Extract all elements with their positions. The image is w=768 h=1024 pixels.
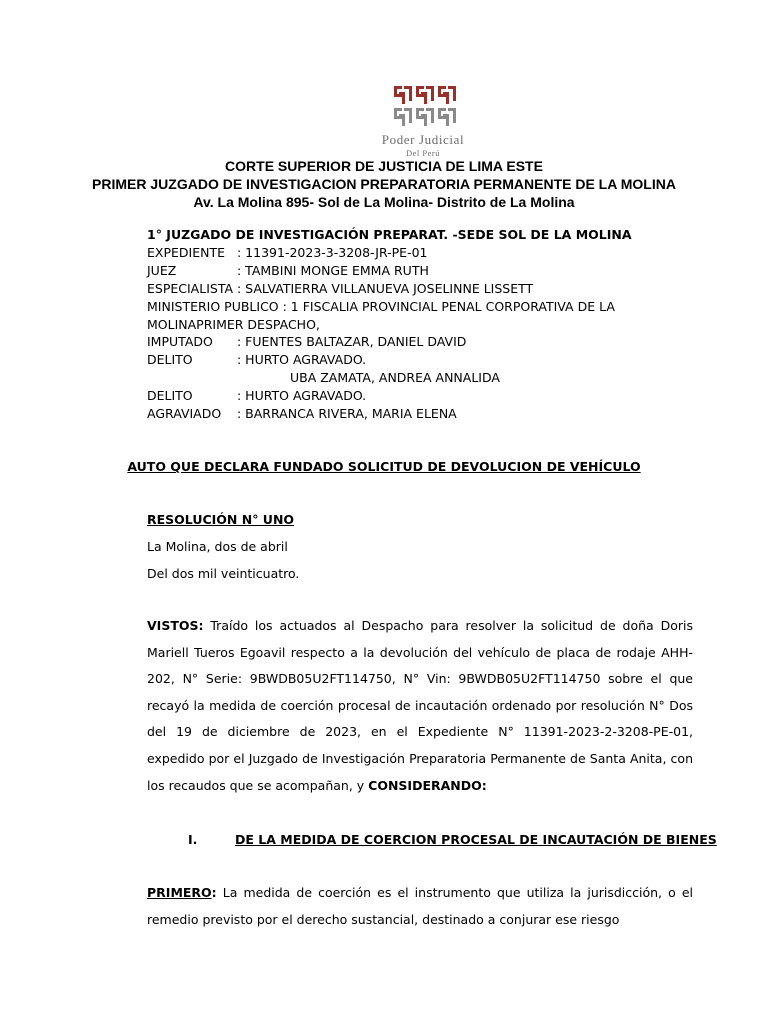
poder-judicial-emblem-icon: [364, 82, 482, 130]
court-address: Av. La Molina 895- Sol de La Molina- Distrito de La Molina: [193, 194, 575, 210]
vistos-label: VISTOS:: [147, 618, 204, 633]
delito-2-value: : HURTO AGRAVADO.: [237, 388, 367, 403]
resolution-year: Del dos mil veinticuatro.: [147, 566, 300, 581]
expediente-value: : 11391-2023-3-3208-JR-PE-01: [237, 245, 428, 260]
especialista-label: ESPECIALISTA: [147, 281, 234, 296]
imputado-2-value: UBA ZAMATA, ANDREA ANNALIDA: [290, 370, 500, 385]
resolution-number: RESOLUCIÓN N° UNO: [147, 512, 295, 527]
emblem-block-6: [438, 108, 456, 126]
poder-judicial-logo: [364, 82, 482, 162]
emblem-block-1: [394, 86, 412, 104]
logo-subtitle: Del Perú: [406, 148, 440, 158]
imputado-label: IMPUTADO: [147, 334, 213, 349]
juez-value: : TAMBINI MONGE EMMA RUTH: [237, 263, 429, 278]
expediente-label: EXPEDIENTE: [147, 245, 225, 260]
resolution-place-date: La Molina, dos de abril: [147, 539, 288, 554]
juez-label: JUEZ: [147, 263, 177, 278]
emblem-block-4: [394, 108, 412, 126]
section-number: I.: [188, 832, 198, 847]
section-title: DE LA MEDIDA DE COERCION PROCESAL DE INCAUTACIÓN DE BIENES: [235, 832, 717, 847]
agraviado-label: AGRAVIADO: [147, 406, 222, 421]
agraviado-value: : BARRANCA RIVERA, MARIA ELENA: [237, 406, 457, 421]
court-department: PRIMER JUZGADO DE INVESTIGACION PREPARATORIA PERMANENTE DE LA MOLINA: [92, 176, 676, 192]
vistos-text: Traído los actuados al Despacho para resolver la solicitud de doña Doris Mariell Tueros Egoavil respecto a la devolución del vehículo de placa de rodaje AHH-202, N° Serie: 9BWDB05U2FT114750, N° Vin: 9BWDB05U2FT114750 sobre el que recayó la medida de coerción procesal de incautación ordenado por resolución N° Dos del 19 de diciembre de 2023, en el Expediente N° 11391-2023-2-3208-PE-01, expedido por el Juzgado de Investigación Preparatoria Permanente de Santa Anita, con los recaudos que se acompañan, y: [147, 618, 693, 793]
delito-value: : HURTO AGRAVADO.: [237, 352, 367, 367]
vistos-paragraph: [147, 613, 693, 799]
primero-label: PRIMERO: [147, 885, 212, 900]
primero-text: La medida de coerción es el instrumento que utiliza la jurisdicción, o el remedio previsto por el derecho sustancial, destinado a conjurar ese riesgo: [147, 885, 693, 927]
logo-wordmark: Poder Judicial: [381, 132, 465, 147]
court-line: 1° JUZGADO DE INVESTIGACIÓN PREPARAT. -SEDE SOL DE LA MOLINA: [147, 227, 632, 242]
imputado-value: : FUENTES BALTAZAR, DANIEL DAVID: [237, 334, 467, 349]
especialista-value: : SALVATIERRA VILLANUEVA JOSELINNE LISSETT: [237, 281, 534, 296]
emblem-block-2: [416, 86, 434, 104]
ministerio-publico-line-2: MOLINAPRIMER DESPACHO,: [147, 317, 320, 332]
document-title: AUTO QUE DECLARA FUNDADO SOLICITUD DE DEVOLUCION DE VEHÍCULO: [127, 459, 641, 474]
ministerio-publico-line-1: MINISTERIO PUBLICO : 1 FISCALIA PROVINCIAL PENAL CORPORATIVA DE LA: [147, 299, 615, 314]
emblem-block-3: [438, 86, 456, 104]
court-name: CORTE SUPERIOR DE JUSTICIA DE LIMA ESTE: [225, 158, 543, 174]
primero-paragraph: [147, 880, 693, 933]
delito-2-label: DELITO: [147, 388, 193, 403]
delito-label: DELITO: [147, 352, 193, 367]
considerando-label: CONSIDERANDO:: [368, 777, 487, 793]
primero-colon: :: [211, 885, 217, 900]
emblem-block-5: [416, 108, 434, 126]
